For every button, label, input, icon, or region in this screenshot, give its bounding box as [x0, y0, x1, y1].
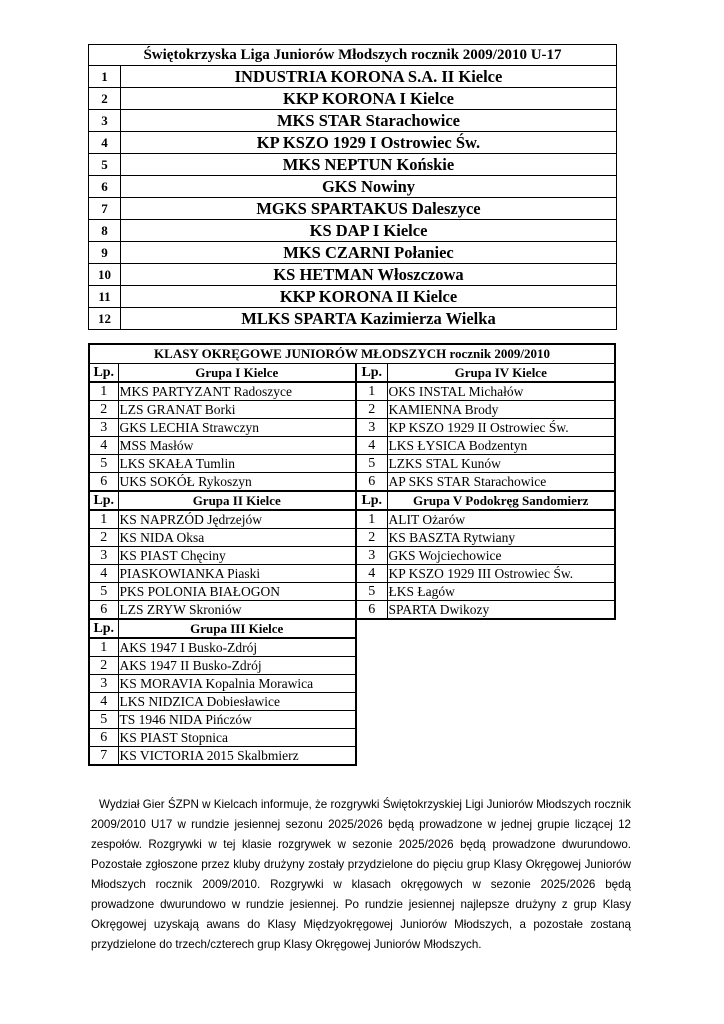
team-name: MGKS SPARTAKUS Daleszyce	[121, 198, 617, 220]
team-number: 3	[356, 419, 387, 437]
group-team-row	[89, 601, 615, 620]
team-name: GKS Wojciechowice	[387, 547, 615, 565]
team-name: MSS Masłów	[118, 437, 356, 455]
team-number: 2	[89, 401, 118, 419]
group-team-row	[89, 401, 615, 419]
team-position: 2	[89, 88, 121, 110]
team-position: 1	[89, 66, 121, 88]
team-name: KS PIAST Stopnica	[118, 729, 356, 747]
lp-header: Lp.	[356, 491, 387, 510]
team-name: KS VICTORIA 2015 Skalbmierz	[118, 747, 356, 766]
team-name: OKS INSTAL Michałów	[387, 382, 615, 401]
team-name: GKS LECHIA Strawczyn	[118, 419, 356, 437]
team-name: MKS STAR Starachowice	[121, 110, 617, 132]
team-name: AP SKS STAR Starachowice	[387, 473, 615, 492]
team-name: KS HETMAN Włoszczowa	[121, 264, 617, 286]
lp-header: Lp.	[89, 491, 118, 510]
team-name: GKS Nowiny	[121, 176, 617, 198]
team-number: 6	[89, 601, 118, 620]
lp-header: Lp.	[89, 364, 118, 383]
team-position: 12	[89, 308, 121, 330]
team-number: 6	[356, 601, 387, 620]
team-name: LKS SKAŁA Tumlin	[118, 455, 356, 473]
empty-cell	[356, 638, 615, 657]
group-team-row	[89, 437, 615, 455]
league-team-row	[89, 308, 617, 330]
team-name: KKP KORONA I Kielce	[121, 88, 617, 110]
lp-header: Lp.	[89, 619, 118, 638]
team-name: TS 1946 NIDA Pińczów	[118, 711, 356, 729]
group-team-row	[89, 455, 615, 473]
team-name: PIASKOWIANKA Piaski	[118, 565, 356, 583]
team-number: 3	[89, 547, 118, 565]
group-team-row	[89, 547, 615, 565]
league-team-row	[89, 198, 617, 220]
team-name: LZKS STAL Kunów	[387, 455, 615, 473]
team-name: KS NAPRZÓD Jędrzejów	[118, 510, 356, 529]
team-name: INDUSTRIA KORONA S.A. II Kielce	[121, 66, 617, 88]
team-position: 11	[89, 286, 121, 308]
team-number: 6	[89, 729, 118, 747]
team-number: 1	[356, 510, 387, 529]
team-number: 4	[89, 693, 118, 711]
team-name: KAMIENNA Brody	[387, 401, 615, 419]
team-position: 7	[89, 198, 121, 220]
team-number: 4	[89, 565, 118, 583]
team-name: KP KSZO 1929 II Ostrowiec Św.	[387, 419, 615, 437]
league-table	[88, 44, 617, 330]
team-name: KS PIAST Chęciny	[118, 547, 356, 565]
team-number: 4	[356, 437, 387, 455]
team-position: 8	[89, 220, 121, 242]
group-title: Grupa II Kielce	[118, 491, 356, 510]
info-paragraph: Wydział Gier ŚZPN w Kielcach informuje, że rozgrywki Świętokrzyskiej Ligi Juniorów Młodszych rocznik 2009/2010 U17 w rundzie jesiennej sezonu 2025/2026 będą prowadzone w jednej grupie liczącej 12 zespołów. Rozgrywki w tej klasie rozgrywek w sezonie 2025/2026 będą prowadzone dwurundowo. Pozostałe zgłoszone przez kluby drużyny zostały przydzielone do pięciu grup Klasy Okręgowej Juniorów Młodszych rocznik 2009/2010. Rozgrywki w klasach okręgowych w sezonie 2025/2026 będą prowadzone dwurundowo w rundzie jesiennej. Po rundzie jesiennej najlepsze drużyny z grup Klasy Okręgowej uzyskają awans do Klasy Międzyokręgowej Juniorów Młodszych, a pozostałe zostaną przydzielone do trzech/czterech grup Klasy Okręgowej Juniorów Młodszych.	[91, 798, 631, 951]
team-position: 4	[89, 132, 121, 154]
team-name: KS NIDA Oksa	[118, 529, 356, 547]
team-name: ŁKS Łagów	[387, 583, 615, 601]
team-name: MKS PARTYZANT Radoszyce	[118, 382, 356, 401]
team-number: 6	[356, 473, 387, 492]
team-name: PKS POLONIA BIAŁOGON	[118, 583, 356, 601]
team-name: MKS CZARNI Połaniec	[121, 242, 617, 264]
empty-cell	[356, 675, 615, 693]
group-team-row	[89, 675, 615, 693]
team-number: 1	[356, 382, 387, 401]
group-title: Grupa III Kielce	[118, 619, 356, 638]
league-team-row	[89, 66, 617, 88]
team-name: MKS NEPTUN Końskie	[121, 154, 617, 176]
league-team-row	[89, 264, 617, 286]
team-number: 5	[89, 583, 118, 601]
district-classes-table	[88, 343, 616, 766]
team-position: 10	[89, 264, 121, 286]
group-team-row	[89, 473, 615, 492]
empty-cell	[356, 747, 615, 766]
team-number: 2	[89, 657, 118, 675]
group-title: Grupa V Podokręg Sandomierz	[387, 491, 615, 510]
team-name: LZS ZRYW Skroniów	[118, 601, 356, 620]
team-number: 5	[89, 711, 118, 729]
league-team-row	[89, 154, 617, 176]
team-number: 4	[356, 565, 387, 583]
team-number: 1	[89, 510, 118, 529]
team-position: 9	[89, 242, 121, 264]
team-name: ALIT Ożarów	[387, 510, 615, 529]
group-team-row	[89, 529, 615, 547]
team-name: LKS ŁYSICA Bodzentyn	[387, 437, 615, 455]
group-team-row	[89, 510, 615, 529]
team-number: 4	[89, 437, 118, 455]
team-name: KS MORAVIA Kopalnia Morawica	[118, 675, 356, 693]
team-name: KS BASZTA Rytwiany	[387, 529, 615, 547]
team-number: 5	[356, 583, 387, 601]
group-team-row	[89, 565, 615, 583]
team-number: 7	[89, 747, 118, 766]
team-name: SPARTA Dwikozy	[387, 601, 615, 620]
district-classes-title-row	[89, 344, 615, 364]
league-team-row	[89, 286, 617, 308]
team-number: 2	[356, 401, 387, 419]
team-name: KS DAP I Kielce	[121, 220, 617, 242]
team-name: LZS GRANAT Borki	[118, 401, 356, 419]
group-team-row	[89, 638, 615, 657]
group-team-row	[89, 711, 615, 729]
group-team-row	[89, 693, 615, 711]
group-team-row	[89, 583, 615, 601]
league-title-row	[89, 45, 617, 66]
team-number: 2	[89, 529, 118, 547]
group-team-row	[89, 419, 615, 437]
empty-cell	[356, 729, 615, 747]
empty-cell	[356, 657, 615, 675]
group-team-row	[89, 747, 615, 766]
group-title: Grupa IV Kielce	[387, 364, 615, 383]
group-team-row	[89, 382, 615, 401]
team-number: 5	[89, 455, 118, 473]
group-team-row	[89, 729, 615, 747]
team-position: 6	[89, 176, 121, 198]
group-header-row	[89, 491, 615, 510]
empty-cell	[356, 711, 615, 729]
group-header-row	[89, 364, 615, 383]
group-header-row	[89, 619, 615, 638]
group-team-row	[89, 657, 615, 675]
team-position: 5	[89, 154, 121, 176]
league-team-row	[89, 132, 617, 154]
team-number: 1	[89, 382, 118, 401]
team-number: 2	[356, 529, 387, 547]
team-name: KKP KORONA II Kielce	[121, 286, 617, 308]
team-name: UKS SOKÓŁ Rykoszyn	[118, 473, 356, 492]
team-number: 5	[356, 455, 387, 473]
league-title: Świętokrzyska Liga Juniorów Młodszych rocznik 2009/2010 U-17	[89, 45, 617, 66]
team-number: 3	[89, 419, 118, 437]
team-name: KP KSZO 1929 I Ostrowiec Św.	[121, 132, 617, 154]
district-classes-title: KLASY OKRĘGOWE JUNIORÓW MŁODSZYCH rocznik 2009/2010	[89, 344, 615, 364]
league-team-row	[89, 176, 617, 198]
team-number: 3	[356, 547, 387, 565]
team-name: LKS NIDZICA Dobiesławice	[118, 693, 356, 711]
league-team-row	[89, 110, 617, 132]
team-number: 3	[89, 675, 118, 693]
league-team-row	[89, 88, 617, 110]
league-team-row	[89, 220, 617, 242]
team-position: 3	[89, 110, 121, 132]
team-name: KP KSZO 1929 III Ostrowiec Św.	[387, 565, 615, 583]
empty-cell	[356, 619, 615, 638]
team-name: MLKS SPARTA Kazimierza Wielka	[121, 308, 617, 330]
team-number: 6	[89, 473, 118, 492]
league-team-row	[89, 242, 617, 264]
group-title: Grupa I Kielce	[118, 364, 356, 383]
lp-header: Lp.	[356, 364, 387, 383]
empty-cell	[356, 693, 615, 711]
team-name: AKS 1947 II Busko-Zdrój	[118, 657, 356, 675]
team-number: 1	[89, 638, 118, 657]
team-name: AKS 1947 I Busko-Zdrój	[118, 638, 356, 657]
